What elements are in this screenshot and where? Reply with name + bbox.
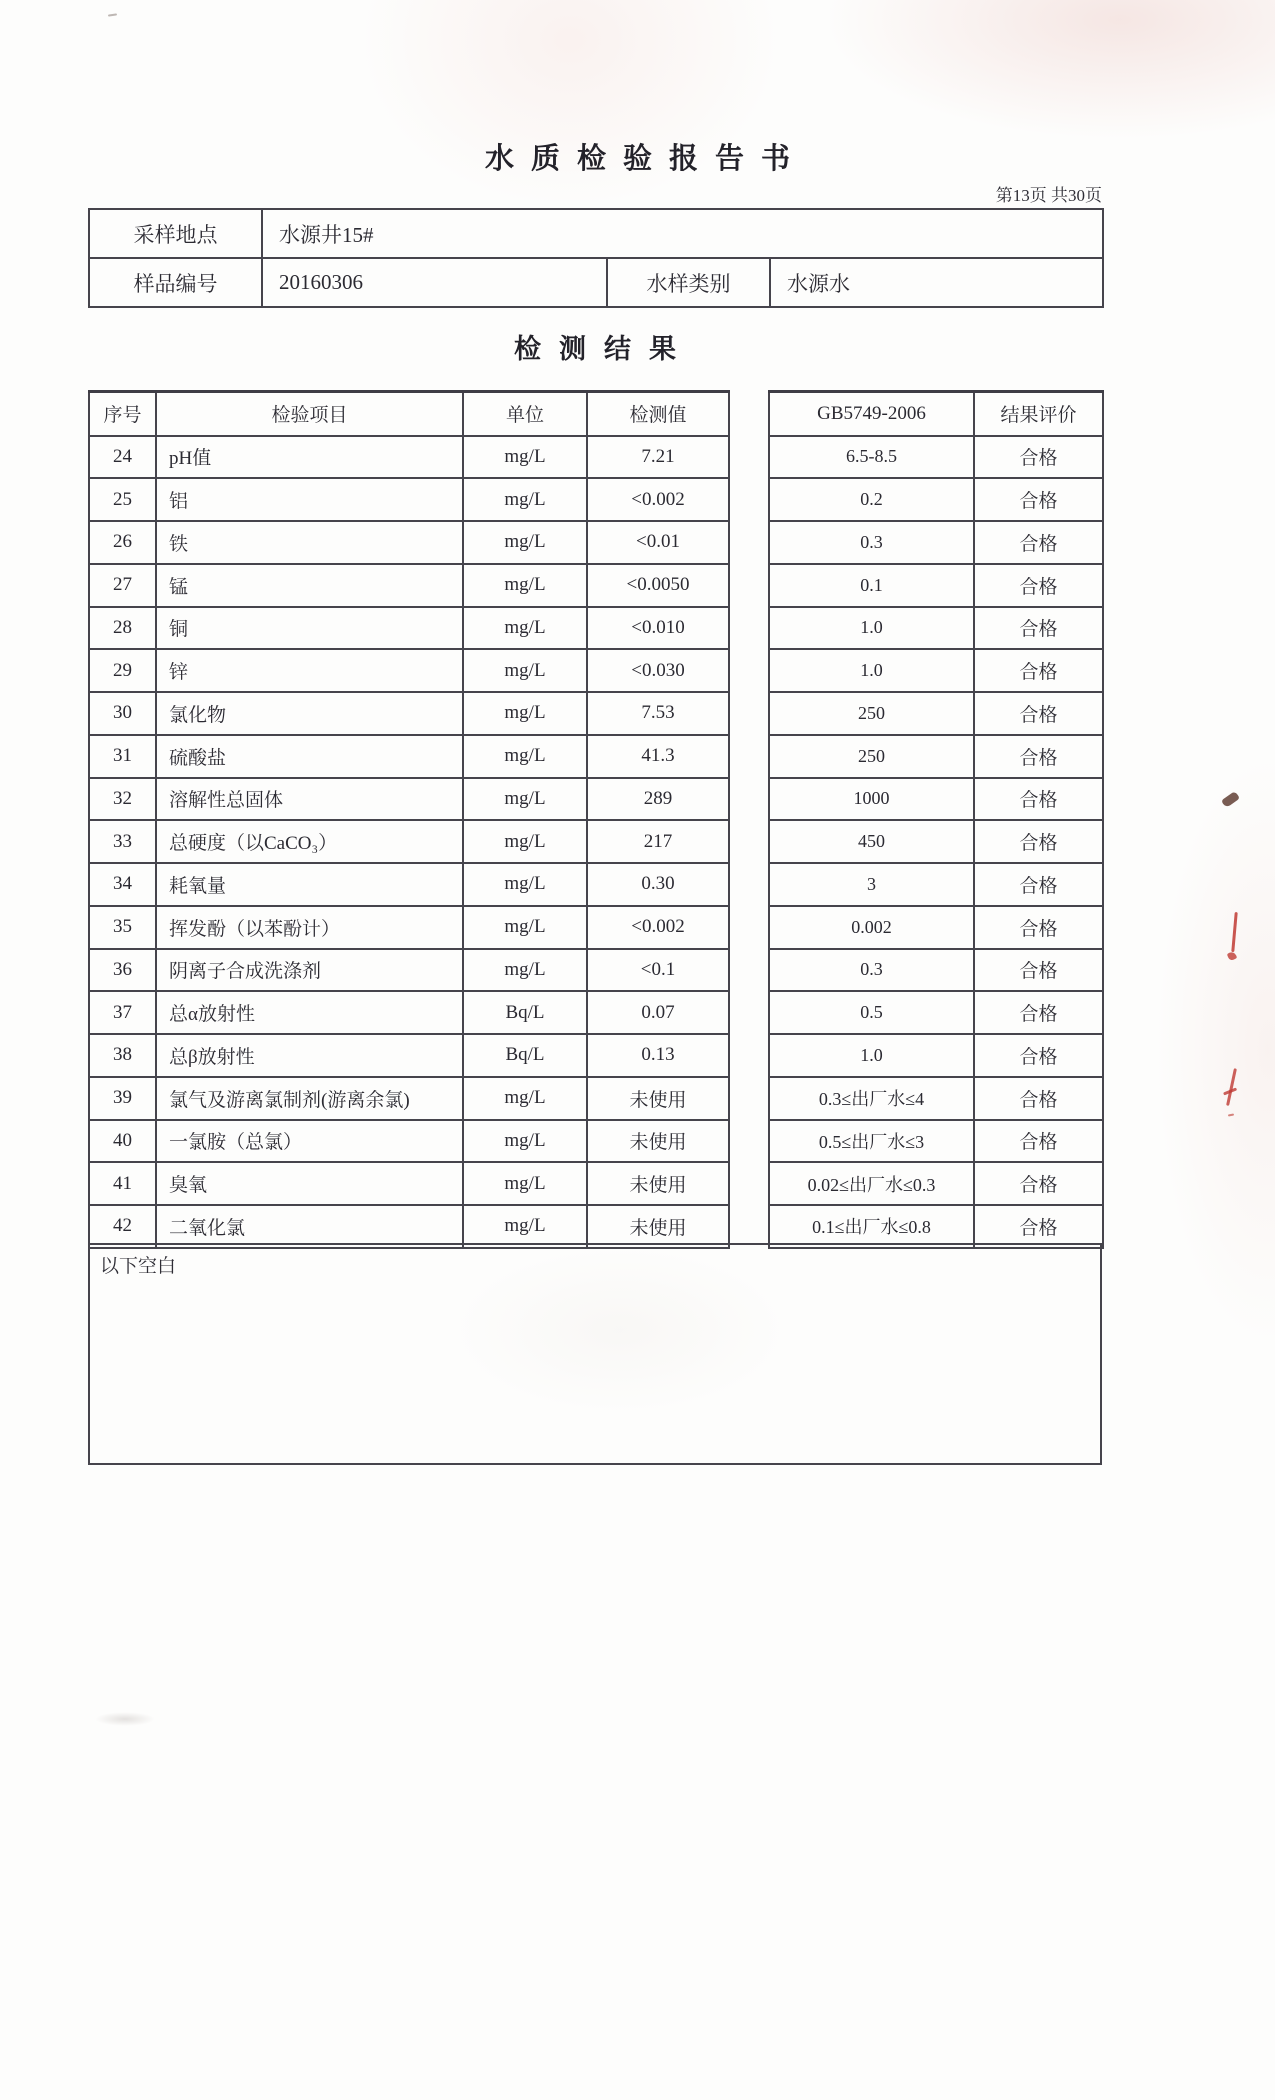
cell-unit: mg/L: [463, 949, 587, 992]
cell-standard: 250: [769, 735, 974, 778]
cell-result: 合格: [974, 692, 1103, 735]
red-pen-mark-1: [1226, 912, 1240, 970]
result-row-evaluation: [769, 1162, 1103, 1205]
result-row: [89, 863, 729, 906]
cell-standard: 0.1: [769, 564, 974, 607]
cell-value: <0.030: [587, 649, 729, 692]
result-row: [89, 991, 729, 1034]
cell-standard: 250: [769, 692, 974, 735]
cell-unit: Bq/L: [463, 1034, 587, 1077]
cell-no: 32: [89, 778, 156, 821]
cell-item: 臭氧: [156, 1162, 463, 1205]
scan-speck: [108, 13, 117, 16]
cell-value: 未使用: [587, 1077, 729, 1120]
cell-result: 合格: [974, 1162, 1103, 1205]
ink-smudge-mark: [1221, 791, 1240, 808]
cell-result: 合格: [974, 735, 1103, 778]
cell-result: 合格: [974, 863, 1103, 906]
cell-item: 总硬度（以CaCO₃）: [156, 820, 463, 863]
cell-result: 合格: [974, 1205, 1103, 1248]
cell-item: 铁: [156, 521, 463, 564]
results-header-left: [89, 392, 729, 436]
results-table-left: [88, 390, 728, 1249]
cell-unit: mg/L: [463, 1162, 587, 1205]
result-row: [89, 478, 729, 521]
cell-value: 0.30: [587, 863, 729, 906]
result-row-evaluation: [769, 863, 1103, 906]
header-unit: 单位: [463, 392, 587, 436]
pen-stroke: [1228, 1113, 1234, 1116]
cell-no: 27: [89, 564, 156, 607]
cell-no: 39: [89, 1077, 156, 1120]
cell-no: 37: [89, 991, 156, 1034]
result-row-evaluation: [769, 820, 1103, 863]
result-row: [89, 564, 729, 607]
cell-value: 7.53: [587, 692, 729, 735]
cell-value: 0.13: [587, 1034, 729, 1077]
sampling-site-value: 水源井15#: [262, 209, 1103, 258]
cell-no: 41: [89, 1162, 156, 1205]
cell-item: 氯化物: [156, 692, 463, 735]
result-row: [89, 607, 729, 650]
cell-unit: mg/L: [463, 692, 587, 735]
cell-unit: mg/L: [463, 436, 587, 479]
cell-item: 铜: [156, 607, 463, 650]
header-standard: GB5749-2006: [769, 392, 974, 436]
cell-standard: 6.5-8.5: [769, 436, 974, 479]
results-header-right: [769, 392, 1103, 436]
cell-unit: mg/L: [463, 649, 587, 692]
cell-unit: mg/L: [463, 1205, 587, 1248]
cell-standard: 0.1≤出厂水≤0.8: [769, 1205, 974, 1248]
result-row: [89, 735, 729, 778]
cell-value: 217: [587, 820, 729, 863]
cell-result: 合格: [974, 778, 1103, 821]
cell-no: 28: [89, 607, 156, 650]
result-row: [89, 949, 729, 992]
sample-row-number: [89, 258, 1103, 307]
cell-unit: mg/L: [463, 1077, 587, 1120]
result-row-evaluation: [769, 1205, 1103, 1248]
result-row: [89, 778, 729, 821]
cell-result: 合格: [974, 478, 1103, 521]
results-rows-left: [89, 392, 729, 1248]
cell-no: 40: [89, 1120, 156, 1163]
cell-item: 硫酸盐: [156, 735, 463, 778]
cell-value: <0.002: [587, 906, 729, 949]
cell-result: 合格: [974, 949, 1103, 992]
cell-item: 阴离子合成洗涤剂: [156, 949, 463, 992]
results-table-right: [768, 390, 1102, 1249]
header-value: 检测值: [587, 392, 729, 436]
cell-result: 合格: [974, 436, 1103, 479]
cell-unit: mg/L: [463, 478, 587, 521]
cell-standard: 0.002: [769, 906, 974, 949]
cell-item: 锌: [156, 649, 463, 692]
cell-item: 溶解性总固体: [156, 778, 463, 821]
cell-no: 26: [89, 521, 156, 564]
cell-item: 铝: [156, 478, 463, 521]
cell-value: <0.01: [587, 521, 729, 564]
results-rows-right: [769, 392, 1103, 1248]
cell-result: 合格: [974, 607, 1103, 650]
cell-standard: 1.0: [769, 1034, 974, 1077]
cell-item: 锰: [156, 564, 463, 607]
header-item: 检验项目: [156, 392, 463, 436]
cell-result: 合格: [974, 1120, 1103, 1163]
result-row: [89, 1205, 729, 1248]
cell-unit: mg/L: [463, 820, 587, 863]
cell-result: 合格: [974, 521, 1103, 564]
cell-item: 挥发酚（以苯酚计）: [156, 906, 463, 949]
cell-item: 二氧化氯: [156, 1205, 463, 1248]
result-row-evaluation: [769, 778, 1103, 821]
header-result: 结果评价: [974, 392, 1103, 436]
cell-no: 25: [89, 478, 156, 521]
result-row-evaluation: [769, 1120, 1103, 1163]
result-row: [89, 521, 729, 564]
result-row-evaluation: [769, 478, 1103, 521]
cell-value: 0.07: [587, 991, 729, 1034]
cell-result: 合格: [974, 1077, 1103, 1120]
cell-no: 24: [89, 436, 156, 479]
sample-no-label: 样品编号: [89, 258, 262, 307]
cell-no: 29: [89, 649, 156, 692]
cell-standard: 1.0: [769, 607, 974, 650]
cell-value: 未使用: [587, 1205, 729, 1248]
result-row: [89, 1034, 729, 1077]
result-row-evaluation: [769, 906, 1103, 949]
cell-result: 合格: [974, 906, 1103, 949]
cell-unit: mg/L: [463, 1120, 587, 1163]
cell-value: <0.0050: [587, 564, 729, 607]
below-blank-note: 以下空白: [100, 1256, 177, 1277]
cell-item: 一氯胺（总氯）: [156, 1120, 463, 1163]
cell-unit: mg/L: [463, 564, 587, 607]
cell-no: 34: [89, 863, 156, 906]
result-row-evaluation: [769, 1034, 1103, 1077]
cell-item: pH值: [156, 436, 463, 479]
scan-smudge: [95, 1712, 155, 1726]
result-row: [89, 649, 729, 692]
cell-result: 合格: [974, 564, 1103, 607]
cell-item: 总β放射性: [156, 1034, 463, 1077]
cell-no: 42: [89, 1205, 156, 1248]
cell-value: <0.010: [587, 607, 729, 650]
cell-item: 总α放射性: [156, 991, 463, 1034]
result-row-evaluation: [769, 521, 1103, 564]
result-row-evaluation: [769, 991, 1103, 1034]
cell-standard: 0.2: [769, 478, 974, 521]
result-row: [89, 1120, 729, 1163]
cell-standard: 0.02≤出厂水≤0.3: [769, 1162, 974, 1205]
cell-unit: mg/L: [463, 778, 587, 821]
result-row: [89, 692, 729, 735]
result-row: [89, 1077, 729, 1120]
cell-no: 35: [89, 906, 156, 949]
cell-result: 合格: [974, 991, 1103, 1034]
result-row-evaluation: [769, 564, 1103, 607]
cell-unit: Bq/L: [463, 991, 587, 1034]
cell-no: 36: [89, 949, 156, 992]
cell-no: 30: [89, 692, 156, 735]
result-row: [89, 436, 729, 479]
cell-no: 38: [89, 1034, 156, 1077]
cell-item: 耗氧量: [156, 863, 463, 906]
cell-unit: mg/L: [463, 735, 587, 778]
result-row-evaluation: [769, 607, 1103, 650]
cell-value: 7.21: [587, 436, 729, 479]
cell-value: <0.1: [587, 949, 729, 992]
cell-value: 未使用: [587, 1162, 729, 1205]
result-row-evaluation: [769, 649, 1103, 692]
sample-type-value: 水源水: [770, 258, 1103, 307]
result-row-evaluation: [769, 436, 1103, 479]
cell-unit: mg/L: [463, 521, 587, 564]
sample-row-site: [89, 209, 1103, 258]
result-row-evaluation: [769, 735, 1103, 778]
cell-standard: 0.3: [769, 521, 974, 564]
cell-standard: 3: [769, 863, 974, 906]
pen-stroke: [1227, 951, 1238, 962]
cell-standard: 0.5≤出厂水≤3: [769, 1120, 974, 1163]
sample-info-table: [88, 208, 1102, 308]
cell-result: 合格: [974, 1034, 1103, 1077]
cell-no: 31: [89, 735, 156, 778]
cell-standard: 0.5: [769, 991, 974, 1034]
blank-remainder-box: [88, 1243, 1102, 1465]
cell-unit: mg/L: [463, 607, 587, 650]
result-row-evaluation: [769, 692, 1103, 735]
sampling-site-label: 采样地点: [89, 209, 262, 258]
section-title: 检测结果: [514, 334, 694, 364]
result-row: [89, 906, 729, 949]
red-pen-mark-2: [1220, 1066, 1240, 1124]
result-row-evaluation: [769, 949, 1103, 992]
sample-type-label: 水样类别: [607, 258, 770, 307]
cell-standard: 0.3: [769, 949, 974, 992]
cell-unit: mg/L: [463, 906, 587, 949]
header-no: 序号: [89, 392, 156, 436]
result-row: [89, 820, 729, 863]
sample-no-value: 20160306: [262, 258, 607, 307]
cell-value: 289: [587, 778, 729, 821]
cell-value: <0.002: [587, 478, 729, 521]
cell-standard: 1.0: [769, 649, 974, 692]
cell-unit: mg/L: [463, 863, 587, 906]
page-number: 第13页 共30页: [995, 186, 1102, 205]
cell-item: 氯气及游离氯制剂(游离余氯): [156, 1077, 463, 1120]
cell-standard: 450: [769, 820, 974, 863]
cell-no: 33: [89, 820, 156, 863]
cell-standard: 1000: [769, 778, 974, 821]
cell-result: 合格: [974, 649, 1103, 692]
cell-value: 未使用: [587, 1120, 729, 1163]
result-row-evaluation: [769, 1077, 1103, 1120]
cell-result: 合格: [974, 820, 1103, 863]
page-title: 水质检验报告书: [484, 143, 807, 175]
result-row: [89, 1162, 729, 1205]
pen-stroke: [1231, 912, 1237, 952]
cell-standard: 0.3≤出厂水≤4: [769, 1077, 974, 1120]
cell-value: 41.3: [587, 735, 729, 778]
